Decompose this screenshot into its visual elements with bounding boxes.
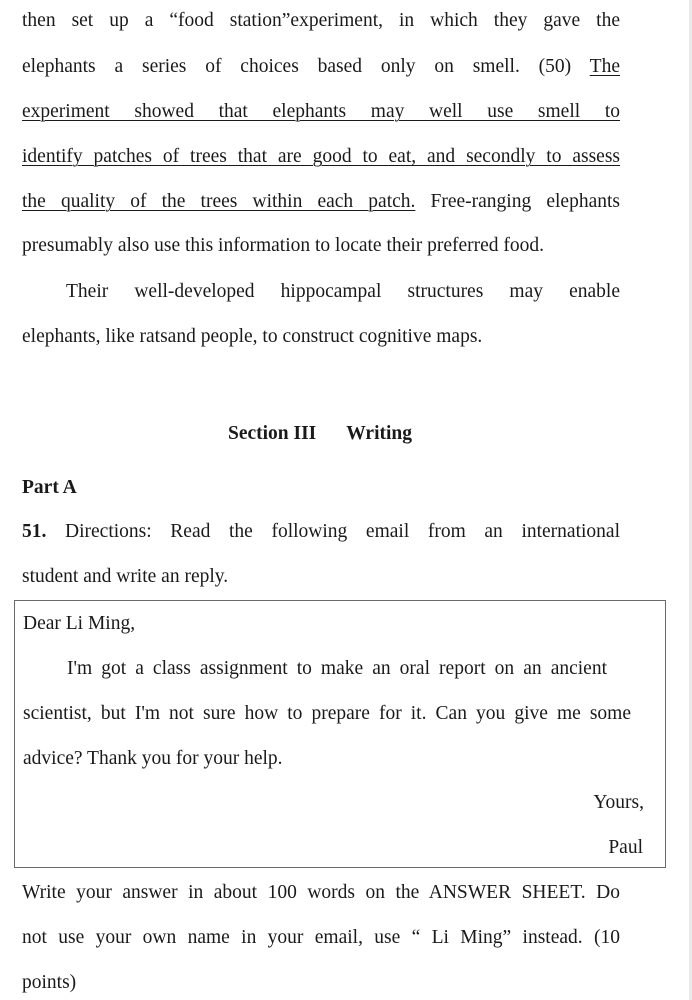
question-number: 51. bbox=[22, 521, 47, 542]
passage-text: elephants a series of choices based only on smell. (50) bbox=[22, 56, 572, 77]
part-label: Part A bbox=[22, 477, 77, 498]
email-signature: Paul bbox=[608, 837, 643, 858]
email-body-line: advice? Thank you for your help. bbox=[23, 748, 283, 769]
passage-line: presumably also use this information to locate their preferred food. bbox=[22, 235, 545, 256]
section-heading bbox=[0, 421, 640, 447]
passage-line bbox=[22, 189, 620, 215]
answer-instructions: not use your own name in your email, use “ Li Ming” instead. (10 bbox=[22, 927, 620, 948]
email-box bbox=[14, 600, 666, 868]
passage-line: elephants, like ratsand people, to construct cognitive maps. bbox=[22, 326, 483, 347]
email-body-line: scientist, but I'm not sure how to prepare for it. Can you give me some bbox=[23, 703, 631, 724]
passage-paragraph-start: Their well-developed hippocampal structures may enable bbox=[66, 281, 620, 302]
passage-line bbox=[22, 54, 620, 80]
directions-text: Directions: Read the following email from an international bbox=[65, 521, 620, 542]
underlined-sentence: the quality of the trees within each patch. bbox=[22, 191, 416, 212]
question-directions bbox=[22, 519, 620, 545]
underlined-sentence: identify patches of trees that are good to eat, and secondly to assess bbox=[22, 146, 620, 167]
section-name: Writing bbox=[346, 423, 413, 444]
email-body-line: I'm got a class assignment to make an oral report on an ancient bbox=[67, 658, 607, 679]
section-number: Section III bbox=[227, 423, 317, 444]
email-greeting: Dear Li Ming, bbox=[23, 613, 136, 634]
email-closing: Yours, bbox=[593, 792, 644, 813]
underlined-sentence: The bbox=[589, 56, 620, 77]
underlined-sentence: experiment showed that elephants may well use smell to bbox=[22, 101, 620, 122]
directions-text: student and write an reply. bbox=[22, 566, 229, 587]
answer-instructions: points) bbox=[22, 972, 77, 993]
passage-text: Free-ranging elephants bbox=[430, 191, 620, 212]
passage-line: then set up a “food station”experiment, in which they gave the bbox=[22, 10, 620, 31]
answer-instructions: Write your answer in about 100 words on the ANSWER SHEET. Do bbox=[22, 882, 620, 903]
